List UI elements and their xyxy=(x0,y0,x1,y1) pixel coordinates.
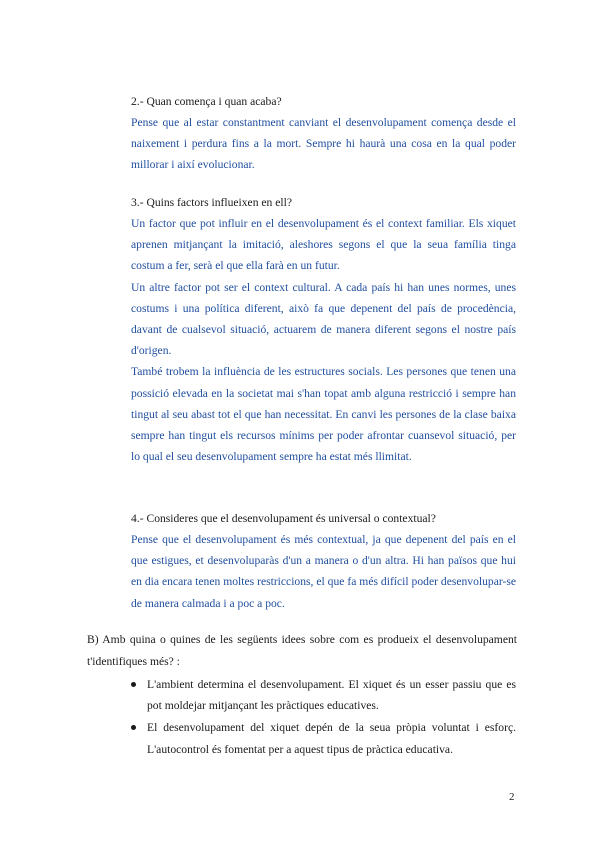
answer-paragraph: També trobem la influència de les estructures socials. Les persones que tenen una possició elevada en la societat mai s'han topat amb alguna restricció i sempre han tingut al seu abast tot el que han necessitat. En canvi les persones de la clase baixa sempre han tingut els recursos mínims per poder afrontar cuansevol situació, per lo qual el seu desenvolupament sempre ha estat més llimitat. xyxy=(131,365,516,464)
question-answer xyxy=(131,112,516,176)
question-title: 3.- Quins factors influeixen en ell? xyxy=(131,196,292,209)
question-2 xyxy=(131,91,516,176)
page-number: 2 xyxy=(509,791,515,803)
question-answer xyxy=(131,213,516,467)
question-title: 4.- Consideres que el desenvolupament és universal o contextual? xyxy=(131,512,436,525)
question-answer xyxy=(131,529,516,614)
list-item xyxy=(131,674,516,716)
section-b-list xyxy=(131,674,516,761)
answer-paragraph: Un factor que pot influir en el desenvolupament és el context familiar. Els xiquet aprenen mitjançant la imitació, aleshores segons el que la seua família tinga costum a fer, serà el que ella farà en un futur. xyxy=(131,217,516,273)
bullet-icon xyxy=(131,725,136,730)
question-3 xyxy=(131,192,516,467)
answer-paragraph: Un altre factor pot ser el context cultural. A cada país hi han unes normes, unes costums i una política diferent, això fa que depenent del país de procedència, davant de cualsevol situació, actuarem de manera diferent segons el nostre país d'origen. xyxy=(131,280,516,358)
answer-paragraph: Pense que al estar constantment canviant el desenvolupament comença desde el naixement i perdura fins a la mort. Sempre hi haurà una cosa en la qual poder millorar i així evolucionar. xyxy=(131,116,516,172)
answer-paragraph: Pense que el desenvolupament és més contextual, ja que depenent del país en el que estigues, et desenvoluparàs d'un a manera o d'un altra. Hi han països que hui en dia encara tenen moltes restriccions, el que fa més difícil poder desenvolupar-se de manera calmada i a poc a poc. xyxy=(131,533,516,610)
list-item-text: L'ambient determina el desenvolupament. El xiquet és un esser passiu que es pot moldejar mitjançant les pràctiques educatives. xyxy=(147,678,516,713)
list-item xyxy=(131,717,516,759)
bullet-icon xyxy=(131,682,136,687)
list-item-text: El desenvolupament del xiquet depén de la seua pròpia voluntat i esforç. L'autocontrol és fomentat per a aquest tipus de pràctica educativa. xyxy=(147,721,516,756)
section-b-heading: B) Amb quina o quines de les següents idees sobre com es produeix el desenvolupament t'identifiques més? : xyxy=(87,633,517,668)
question-title: 2.- Quan comença i quan acaba? xyxy=(131,95,282,108)
question-4 xyxy=(131,508,516,614)
